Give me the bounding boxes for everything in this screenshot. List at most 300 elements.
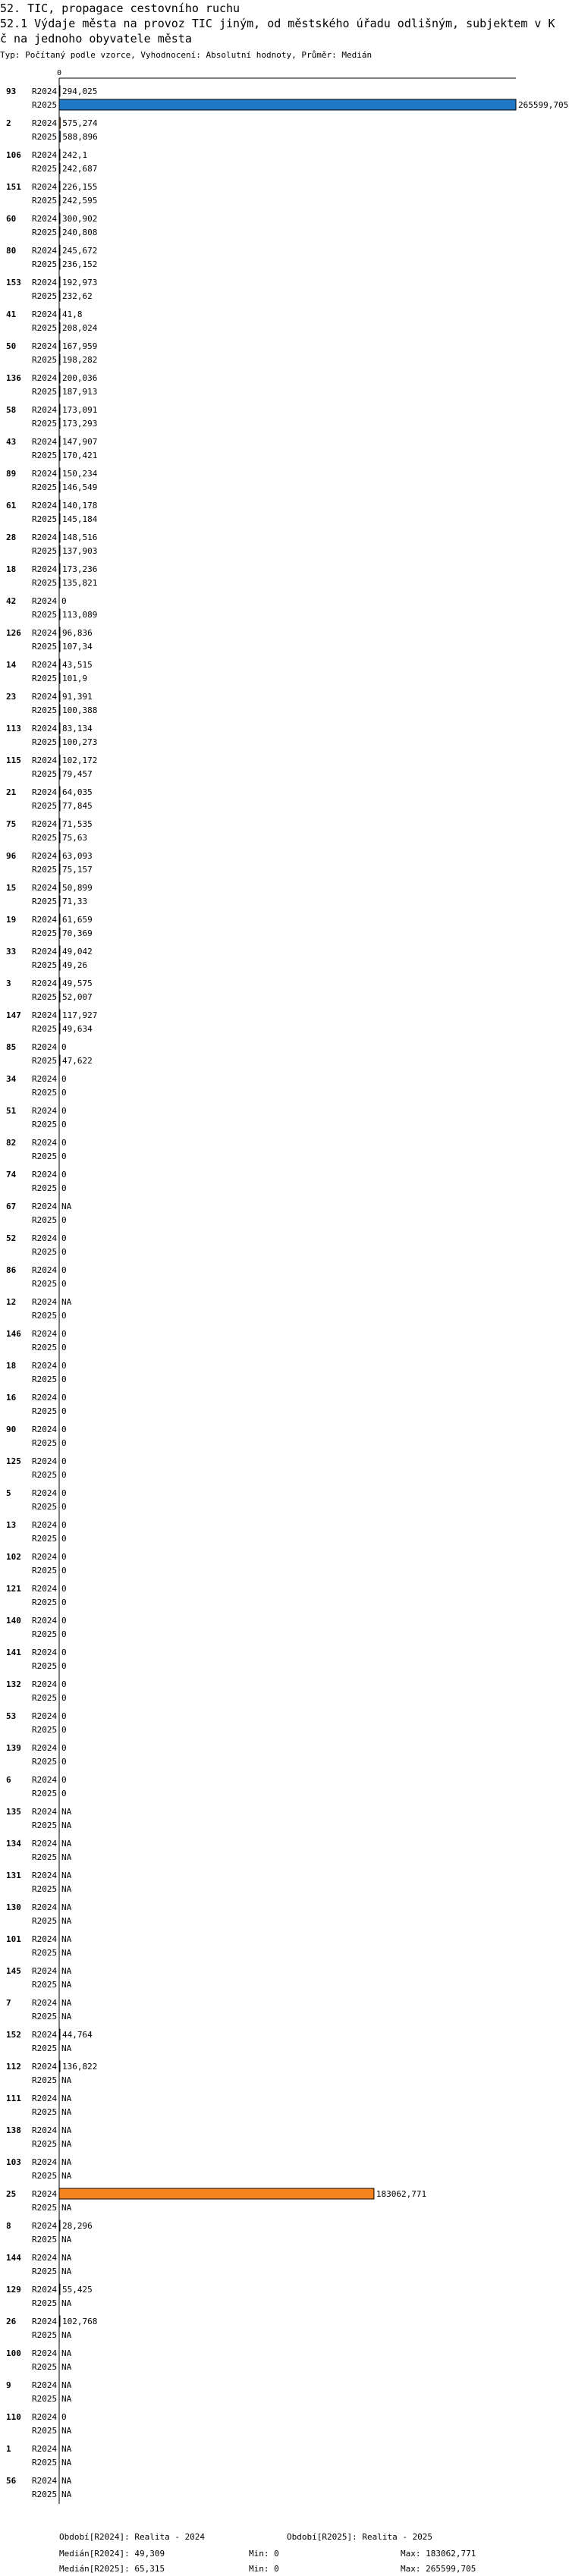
group-label: 80 [6,246,17,256]
bar-value-label: 170,421 [62,451,98,460]
series-row-label: R2024 [32,2412,58,2422]
bar-value-label: 0 [61,1470,67,1480]
series-row-label: R2025 [32,960,58,970]
group-label: 103 [6,2157,21,2167]
bar-value-label: 41,8 [62,309,83,319]
group-label: 102 [6,1552,21,1562]
bar-r2024 [59,787,60,797]
bar-value-label: 0 [61,1566,67,1575]
bar-value-label: 0 [61,1693,67,1703]
bar-value-label: 0 [61,1597,67,1607]
group-label: 2 [6,118,11,128]
bar-value-label: 0 [61,1520,67,1530]
bar-value-label: 0 [61,1552,67,1562]
group-label: 151 [6,182,21,192]
bar-value-label: 28,296 [62,2221,93,2231]
bar-value-label: 0 [61,1215,67,1225]
bar-value-label: 75,63 [62,833,88,843]
group-label: 135 [6,1807,21,1817]
series-row-label: R2024 [32,1297,58,1307]
bar-value-label: 0 [61,1329,67,1339]
series-row-label: R2025 [32,482,58,492]
group-label: 16 [6,1393,17,1403]
series-row-label: R2024 [32,1839,58,1849]
bar-r2024 [59,309,60,319]
series-row-label: R2025 [32,2235,58,2245]
bar-value-label: 70,369 [62,928,93,938]
bar-r2024 [59,213,60,224]
series-row-label: R2024 [32,1552,58,1562]
group-label: 138 [6,2125,21,2135]
bar-value-label: 0 [61,1789,67,1798]
series-row-label: R2024 [32,1934,58,1944]
group-label: 112 [6,2062,21,2072]
bar-r2024 [59,86,60,96]
series-row-label: R2024 [32,1456,58,1466]
group-label: 145 [6,1966,21,1976]
bar-value-label: NA [61,2444,72,2454]
bar-value-label: 100,273 [62,737,98,747]
series-row-label: R2025 [32,1151,58,1161]
bar-value-label: 183062,771 [376,2189,427,2199]
series-row-label: R2024 [32,150,58,160]
bar-value-label: 49,042 [62,947,93,957]
bar-value-label: NA [61,2094,72,2103]
series-row-label: R2025 [32,2458,58,2468]
series-row-label: R2024 [32,1966,58,1976]
bar-r2025 [59,195,60,206]
bar-value-label: 77,845 [62,801,93,811]
bar-value-label: 173,236 [62,564,98,574]
series-row-label: R2025 [32,1247,58,1257]
group-label: 1 [6,2444,11,2454]
bar-value-label: 192,973 [62,278,98,287]
bar-value-label: 588,896 [62,132,98,142]
group-label: 113 [6,724,21,734]
series-row-label: R2025 [32,642,58,652]
chart-title-line-1: 52. TIC, propagace cestovního ruchu [0,2,240,15]
bar-value-label: 0 [61,1584,67,1594]
bar-value-label: NA [61,1966,72,1976]
series-row-label: R2025 [32,1566,58,1575]
series-row-label: R2025 [32,1629,58,1639]
group-label: 25 [6,2189,17,2199]
series-row-label: R2024 [32,501,58,510]
group-label: 132 [6,1679,21,1689]
bar-value-label: NA [61,2476,72,2486]
bar-value-label: 0 [61,1170,67,1180]
bar-value-label: NA [61,2171,72,2181]
chart-subtitle: Typ: Počítaný podle vzorce, Vyhodnocení: Absolutní hodnoty, Průměr: Medián [0,50,373,60]
group-label: 8 [6,2221,11,2231]
series-row-label: R2024 [32,2253,58,2263]
bar-r2025 [59,163,60,174]
bar-value-label: 71,33 [62,897,88,906]
group-label: 125 [6,1456,21,1466]
bar-value-label: NA [61,2348,72,2358]
series-row-label: R2024 [32,1711,58,1721]
bar-value-label: NA [61,1998,72,2008]
bar-value-label: 55,425 [62,2285,93,2295]
max-2025: Max: 265599,705 [401,2564,476,2574]
series-row-label: R2024 [32,118,58,128]
bar-value-label: 236,152 [62,259,98,269]
series-row-label: R2025 [32,323,58,333]
bar-value-label: 167,959 [62,341,98,351]
bar-value-label: 83,134 [62,724,93,734]
bar-value-label: 147,907 [62,437,98,447]
series-row-label: R2025 [32,1183,58,1193]
bar-r2025 [59,514,60,524]
bar-r2024 [59,404,60,415]
bar-r2025 [59,928,60,938]
bar-r2024 [59,372,60,383]
series-row-label: R2024 [32,883,58,893]
bar-value-label: 0 [61,1502,67,1512]
bar-r2024 [59,2061,60,2072]
series-row-label: R2024 [32,1743,58,1753]
bar-r2024 [59,181,60,192]
bar-value-label: NA [61,2203,72,2213]
bar-value-label: NA [61,2139,72,2149]
bar-r2024 [59,882,60,893]
bar-value-label: 100,388 [62,705,98,715]
series-row-label: R2025 [32,164,58,174]
group-label: 50 [6,341,17,351]
group-label: 134 [6,1839,21,1849]
series-row-label: R2025 [32,1438,58,1448]
bar-value-label: 173,293 [62,419,98,429]
bar-value-label: 148,516 [62,532,98,542]
bar-value-label: 242,687 [62,164,98,174]
group-label: 106 [6,150,21,160]
bar-value-label: 0 [61,1616,67,1626]
group-label: 75 [6,819,17,829]
series-row-label: R2024 [32,756,58,765]
series-row-label: R2025 [32,801,58,811]
series-row-label: R2025 [32,132,58,142]
series-row-label: R2024 [32,532,58,542]
series-row-label: R2024 [32,1233,58,1243]
bar-value-label: NA [61,2253,72,2263]
bar-value-label: 240,808 [62,228,98,237]
group-label: 26 [6,2317,17,2326]
group-label: 126 [6,628,21,638]
bar-value-label: 0 [61,1074,67,1084]
series-row-label: R2025 [32,928,58,938]
series-row-label: R2024 [32,1616,58,1626]
group-label: 23 [6,692,17,702]
bar-value-label: 150,234 [62,469,98,479]
group-label: 33 [6,947,17,957]
series-row-label: R2025 [32,610,58,620]
bar-value-label: 0 [61,1120,67,1129]
bar-value-label: 0 [61,1648,67,1657]
series-row-label: R2024 [32,1679,58,1689]
group-label: 18 [6,1361,17,1371]
bar-value-label: NA [61,1948,72,1958]
bar-r2024 [59,691,60,702]
bar-value-label: NA [61,1297,72,1307]
bar-value-label: 79,457 [62,769,93,779]
bar-value-label: 0 [61,1425,67,1434]
series-row-label: R2025 [32,1056,58,1066]
bar-r2024 [59,118,60,128]
bar-r2025 [59,418,60,429]
series-row-label: R2025 [32,2426,58,2436]
series-row-label: R2025 [32,2298,58,2308]
bar-value-label: 49,26 [62,960,88,970]
series-row-label: R2025 [32,2139,58,2149]
bar-value-label: 75,157 [62,865,93,875]
series-row-label: R2025 [32,2044,58,2053]
bar-r2024 [59,659,60,670]
bar-r2025 [59,609,60,620]
bar-value-label: NA [61,2157,72,2167]
bar-value-label: 208,024 [62,323,98,333]
series-row-label: R2025 [32,2075,58,2085]
bar-r2024 [59,850,60,861]
group-label: 14 [6,660,17,670]
series-row-label: R2024 [32,405,58,415]
bar-value-label: 96,836 [62,628,93,638]
series-row-label: R2024 [32,2348,58,2358]
bar-value-label: NA [61,2235,72,2245]
bar-value-label: 198,282 [62,355,98,365]
group-label: 41 [6,309,17,319]
series-row-label: R2025 [32,2203,58,2213]
group-label: 86 [6,1265,17,1275]
group-label: 42 [6,596,17,606]
group-label: 115 [6,756,21,765]
group-label: 130 [6,1902,21,1912]
series-row-label: R2024 [32,309,58,319]
bar-value-label: NA [61,2044,72,2053]
bar-r2025 [59,641,60,652]
group-label: 140 [6,1616,21,1626]
series-row-label: R2024 [32,819,58,829]
group-label: 5 [6,1488,11,1498]
bar-value-label: 242,1 [62,150,88,160]
bar-value-label: 71,535 [62,819,93,829]
series-row-label: R2025 [32,1406,58,1416]
group-label: 146 [6,1329,21,1339]
bar-r2025 [59,577,60,588]
bar-value-label: 61,659 [62,915,93,925]
group-label: 53 [6,1711,17,1721]
bar-value-label: 113,089 [62,610,98,620]
series-row-label: R2025 [32,1980,58,1990]
bar-value-label: NA [61,2107,72,2117]
bar-r2025 [59,768,60,779]
series-row-label: R2024 [32,1425,58,1434]
series-row-label: R2024 [32,628,58,638]
bar-value-label: NA [61,1839,72,1849]
bar-value-label: NA [61,1902,72,1912]
series-row-label: R2024 [32,246,58,256]
group-label: 85 [6,1042,17,1052]
series-row-label: R2024 [32,278,58,287]
median-2024: Medián[R2024]: 49,309 [59,2549,165,2559]
bar-r2024 [59,914,60,925]
bar-value-label: 0 [61,1138,67,1148]
series-row-label: R2024 [32,1329,58,1339]
bar-value-label: NA [61,2426,72,2436]
bar-value-label: NA [61,2490,72,2499]
bar-value-label: 146,549 [62,482,98,492]
group-label: 51 [6,1106,17,1116]
bar-r2025 [59,1055,60,1066]
series-row-label: R2024 [32,596,58,606]
bar-value-label: 265599,705 [518,100,569,110]
series-row-label: R2025 [32,1215,58,1225]
series-row-label: R2025 [32,1470,58,1480]
series-row-label: R2024 [32,692,58,702]
bar-value-label: 0 [61,1629,67,1639]
series-row-label: R2025 [32,1820,58,1830]
bar-value-label: NA [61,2267,72,2276]
group-label: 34 [6,1074,17,1084]
series-row-label: R2025 [32,578,58,588]
group-label: 60 [6,214,17,224]
min-2024: Min: 0 [249,2549,279,2559]
bar-value-label: 0 [61,1361,67,1371]
bar-value-label: 0 [61,1265,67,1275]
bar-r2025 [59,545,60,556]
series-row-label: R2024 [32,1775,58,1785]
bar-value-label: 0 [61,1374,67,1384]
series-row-label: R2024 [32,437,58,447]
bar-value-label: 140,178 [62,501,98,510]
series-row-label: R2024 [32,373,58,383]
bar-value-label: 50,899 [62,883,93,893]
bar-r2025 [59,705,60,715]
bar-r2025 [59,960,60,970]
series-row-label: R2024 [32,660,58,670]
series-row-label: R2024 [32,341,58,351]
group-label: 18 [6,564,17,574]
bar-r2025 [59,291,60,301]
group-label: 82 [6,1138,17,1148]
bar-value-label: 0 [61,1311,67,1321]
series-row-label: R2024 [32,1106,58,1116]
bar-value-label: 44,764 [62,2030,93,2040]
series-row-label: R2024 [32,2189,58,2199]
group-label: 3 [6,979,11,988]
bar-r2025 [59,737,60,747]
series-row-label: R2024 [32,1807,58,1817]
group-label: 144 [6,2253,21,2263]
bar-value-label: 300,902 [62,214,98,224]
series-row-label: R2024 [32,915,58,925]
series-row-label: R2025 [32,2012,58,2022]
bar-value-label: 294,025 [62,86,98,96]
series-row-label: R2025 [32,1502,58,1512]
bar-r2024 [59,564,60,574]
legend-2024: Období[R2024]: Realita - 2024 [59,2532,206,2542]
series-row-label: R2025 [32,1120,58,1129]
bar-value-label: 117,927 [62,1010,98,1020]
series-row-label: R2024 [32,1648,58,1657]
bar-value-label: 145,184 [62,514,98,524]
group-label: 12 [6,1297,17,1307]
bar-value-label: 101,9 [62,674,88,683]
bar-value-label: 136,822 [62,2062,98,2072]
bar-value-label: 187,913 [62,387,98,397]
series-row-label: R2025 [32,546,58,556]
chart-title-line-3: č na jednoho obyvatele města [0,32,192,46]
bar-value-label: 107,34 [62,642,93,652]
bar-value-label: NA [61,2298,72,2308]
series-row-label: R2024 [32,1998,58,2008]
series-row-label: R2025 [32,1534,58,1544]
bar-value-label: NA [61,2012,72,2022]
series-row-label: R2024 [32,1584,58,1594]
group-label: 90 [6,1425,17,1434]
bar-r2025 [59,450,60,460]
series-row-label: R2024 [32,1871,58,1880]
series-row-label: R2024 [32,2285,58,2295]
group-label: 67 [6,1202,17,1211]
bar-value-label: 0 [61,1775,67,1785]
bar-value-label: 0 [61,1042,67,1052]
bar-value-label: 0 [61,1343,67,1352]
series-row-label: R2025 [32,1088,58,1098]
bar-r2024 [59,1010,60,1020]
bar-r2024 [59,341,60,351]
bar-r2025 [59,896,60,906]
series-row-label: R2024 [32,1010,58,1020]
bar-value-label: 0 [61,1393,67,1403]
series-row-label: R2025 [32,1279,58,1289]
bar-value-label: 0 [61,1488,67,1498]
bar-value-label: 0 [61,1661,67,1671]
max-2024: Max: 183062,771 [401,2549,476,2559]
group-label: 101 [6,1934,21,1944]
series-row-label: R2024 [32,1042,58,1052]
bar-value-label: 0 [61,1534,67,1544]
bar-value-label: 173,091 [62,405,98,415]
bar-r2024 [59,245,60,256]
bar-value-label: NA [61,1980,72,1990]
series-row-label: R2024 [32,979,58,988]
series-row-label: R2025 [32,2171,58,2181]
bar-r2025 [59,832,60,843]
series-row-label: R2024 [32,2157,58,2167]
series-row-label: R2025 [32,1884,58,1894]
bar-r2024 [59,2284,60,2295]
group-label: 43 [6,437,17,447]
series-row-label: R2025 [32,259,58,269]
chart-title-line-2: 52.1 Výdaje města na provoz TIC jiným, od městského úřadu odlišným, subjektem v K [0,17,555,30]
bar-r2024 [59,277,60,287]
series-row-label: R2024 [32,564,58,574]
series-row-label: R2025 [32,2267,58,2276]
min-2025: Min: 0 [249,2564,279,2574]
series-row-label: R2025 [32,1693,58,1703]
series-row-label: R2024 [32,1520,58,1530]
bar-value-label: NA [61,2394,72,2404]
bar-value-label: 91,391 [62,692,93,702]
group-label: 9 [6,2380,11,2390]
series-row-label: R2024 [32,2380,58,2390]
group-label: 19 [6,915,17,925]
bar-value-label: 102,172 [62,756,98,765]
bar-value-label: NA [61,1934,72,1944]
bar-value-label: 0 [61,596,67,606]
bar-value-label: 226,155 [62,182,98,192]
series-row-label: R2025 [32,737,58,747]
